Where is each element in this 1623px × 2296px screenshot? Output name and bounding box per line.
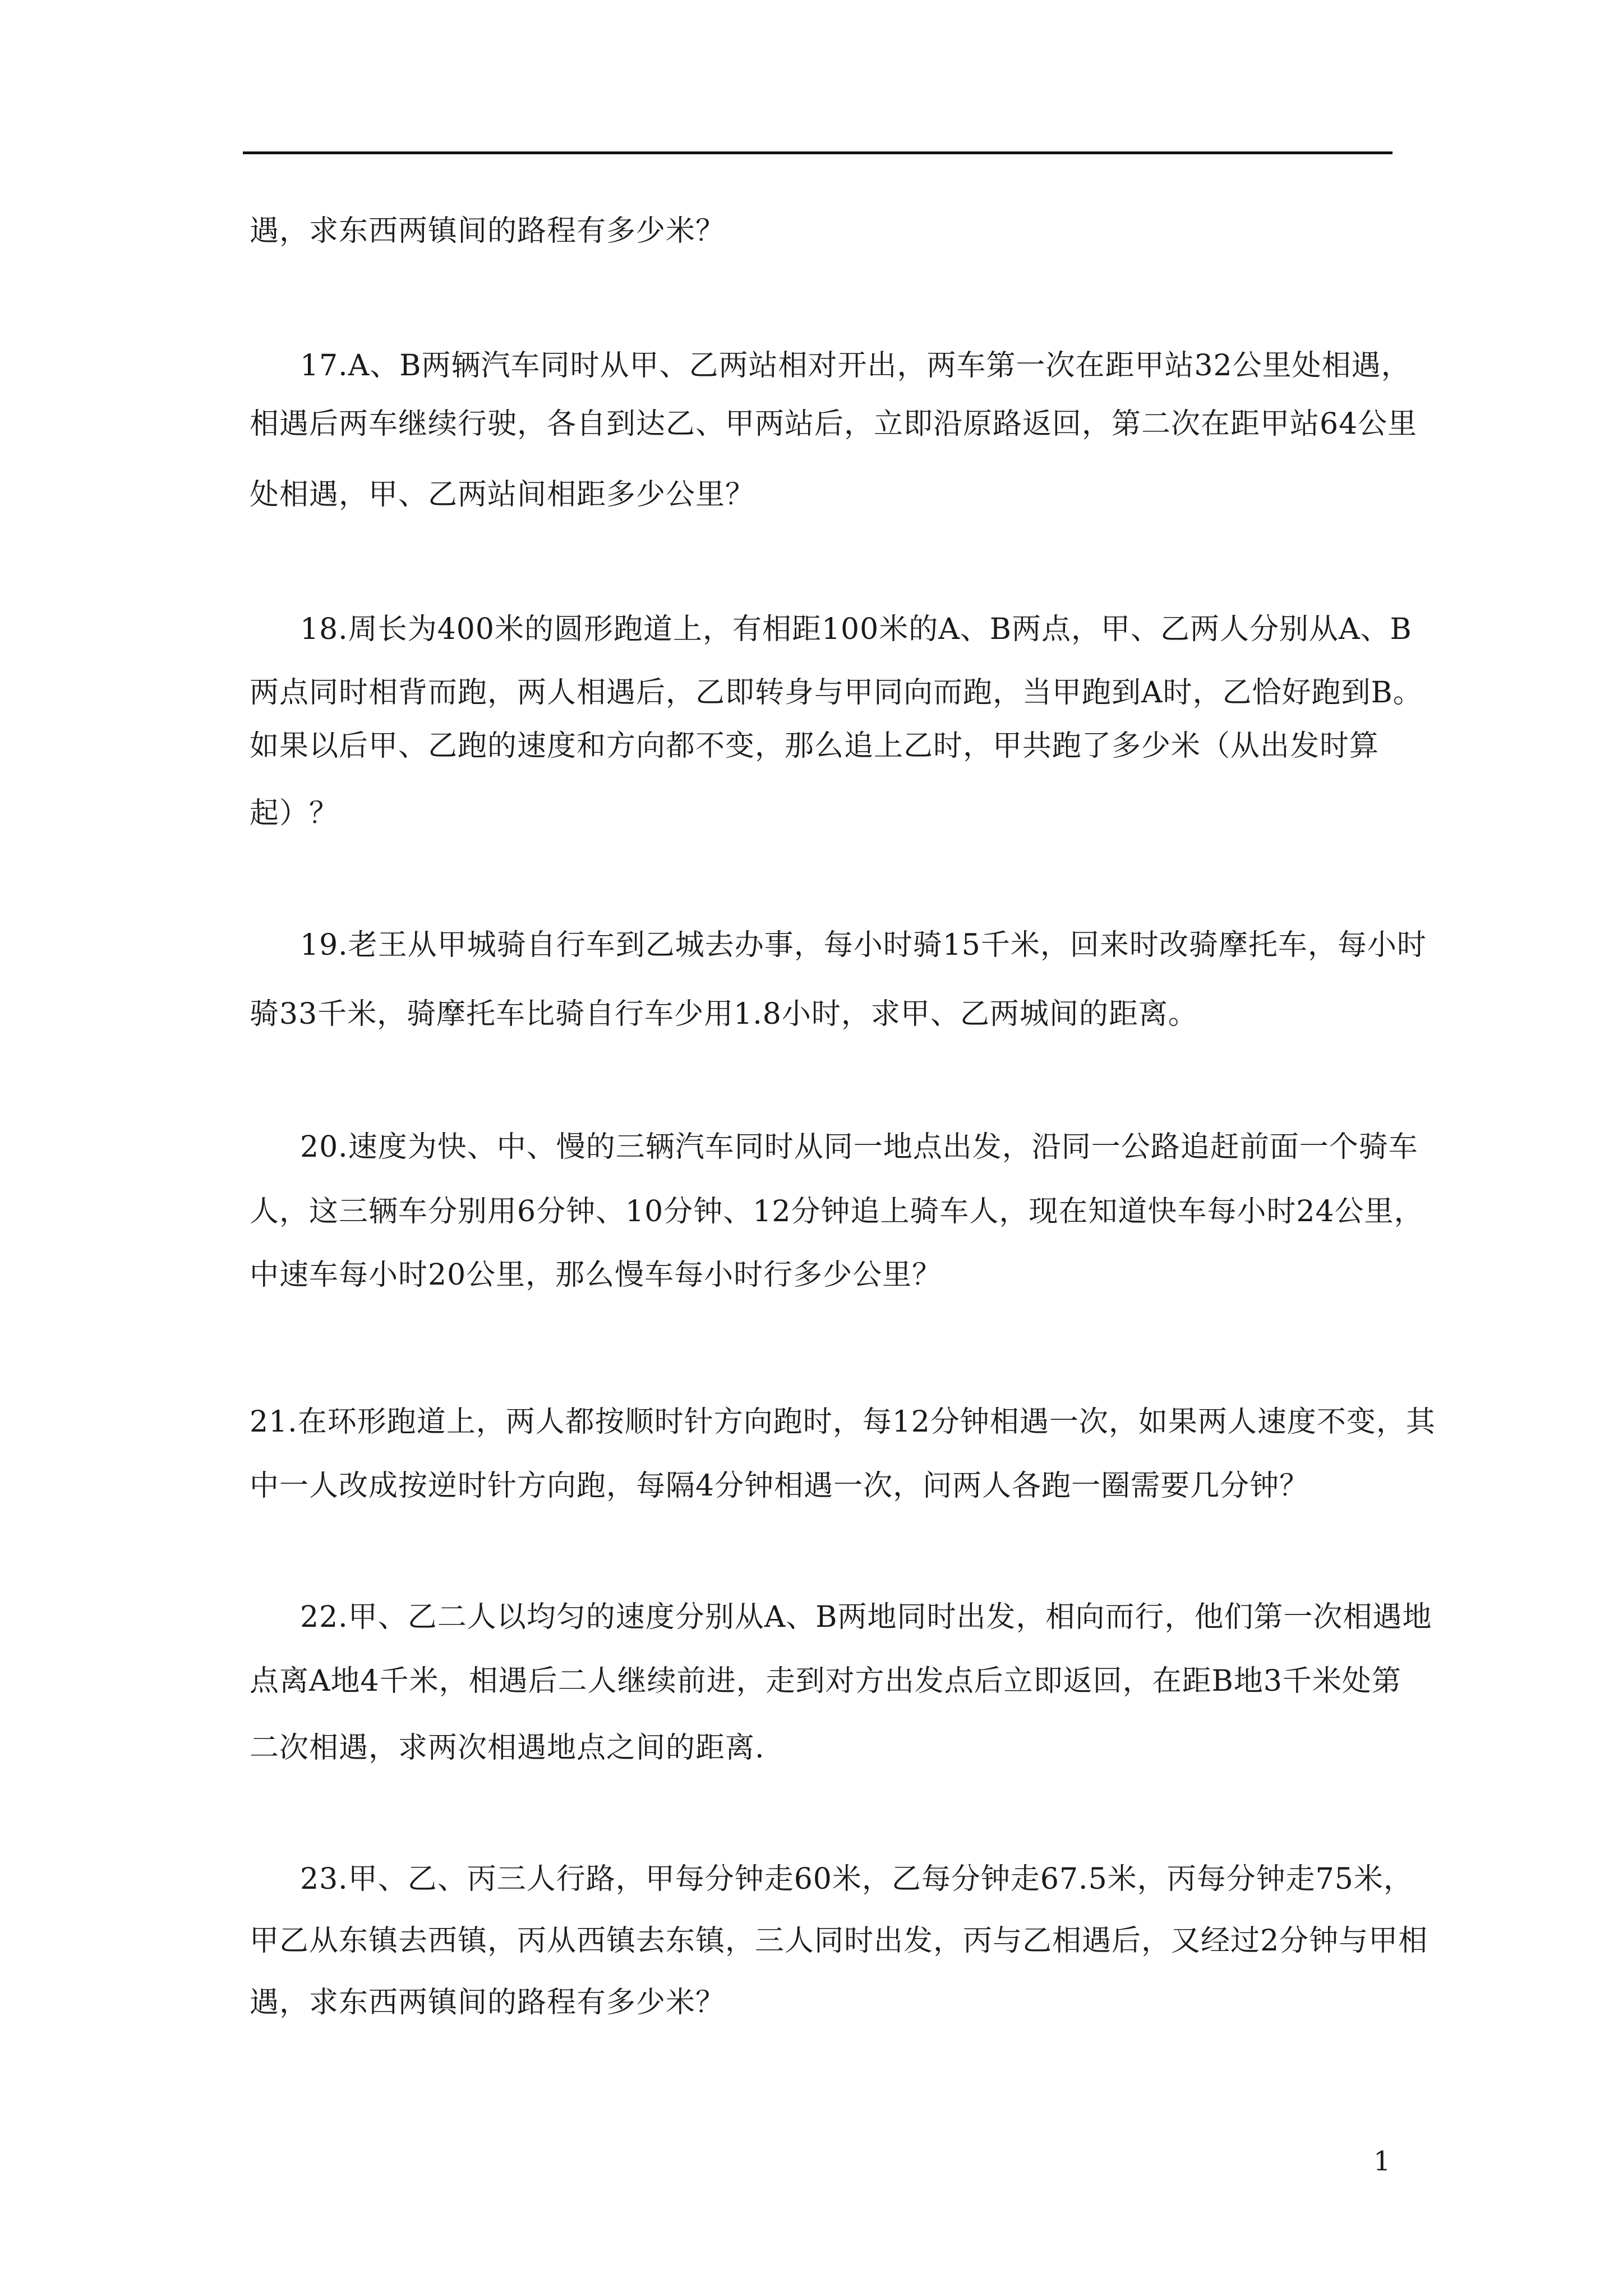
problem-18-line-2: 两点同时相背而跑，两人相遇后，乙即转身与甲同向而跑，当甲跑到A时，乙恰好跑到B。: [250, 676, 1423, 710]
problem-20-line-1: 20.速度为快、中、慢的三辆汽车同时从同一地点出发，沿同一公路追赶前面一个骑车: [300, 1130, 1418, 1164]
problem-20-line-3: 中速车每小时20公里，那么慢车每小时行多少公里？: [250, 1258, 942, 1292]
problem-22-line-1: 22.甲、乙二人以均匀的速度分别从A、B两地同时出发，相向而行，他们第一次相遇地: [300, 1600, 1432, 1634]
problem-17-line-2: 相遇后两车继续行驶，各自到达乙、甲两站后，立即沿原路返回，第二次在距甲站64公里: [250, 407, 1418, 441]
continuation-line: 遇，求东西两镇间的路程有多少米？: [250, 214, 726, 248]
problem-19-line-1: 19.老王从甲城骑自行车到乙城去办事，每小时骑15千米，回来时改骑摩托车，每小时: [300, 928, 1427, 962]
problem-17-line-1: 17.A、B两辆汽车同时从甲、乙两站相对开出，两车第一次在距甲站32公里处相遇，: [300, 349, 1411, 383]
problem-18-line-1: 18.周长为400米的圆形跑道上，有相距100米的A、B两点，甲、乙两人分别从A、B: [300, 613, 1412, 646]
problem-17-line-3: 处相遇，甲、乙两站间相距多少公里？: [250, 478, 755, 512]
problem-18-line-4: 起）？: [250, 797, 339, 830]
header-rule: [243, 151, 1393, 154]
problem-23-line-3: 遇，求东西两镇间的路程有多少米？: [250, 1986, 726, 2019]
problem-19-line-2: 骑33千米，骑摩托车比骑自行车少用1.8小时，求甲、乙两城间的距离。: [250, 997, 1198, 1031]
problem-23-line-1: 23.甲、乙、丙三人行路，甲每分钟走60米，乙每分钟走67.5米，丙每分钟走75米，: [300, 1862, 1413, 1896]
problem-18-line-3: 如果以后甲、乙跑的速度和方向都不变，那么追上乙时，甲共跑了多少米（从出发时算: [250, 729, 1380, 763]
page-number: 1: [1373, 2146, 1391, 2177]
problem-22-line-2: 点离A地4千米，相遇后二人继续前进，走到对方出发点后立即返回，在距B地3千米处第: [250, 1664, 1401, 1698]
problem-21-line-1: 21.在环形跑道上，两人都按顺时针方向跑时，每12分钟相遇一次，如果两人速度不变，其: [250, 1405, 1436, 1439]
problem-20-line-2: 人，这三辆车分别用6分钟、10分钟、12分钟追上骑车人，现在知道快车每小时24公里，: [250, 1195, 1424, 1228]
problem-23-line-2: 甲乙从东镇去西镇，丙从西镇去东镇，三人同时出发，丙与乙相遇后，又经过2分钟与甲相: [250, 1924, 1428, 1958]
problem-21-line-2: 中一人改成按逆时针方向跑，每隔4分钟相遇一次，问两人各跑一圈需要几分钟？: [250, 1469, 1310, 1503]
problem-22-line-3: 二次相遇，求两次相遇地点之间的距离.: [250, 1731, 765, 1765]
